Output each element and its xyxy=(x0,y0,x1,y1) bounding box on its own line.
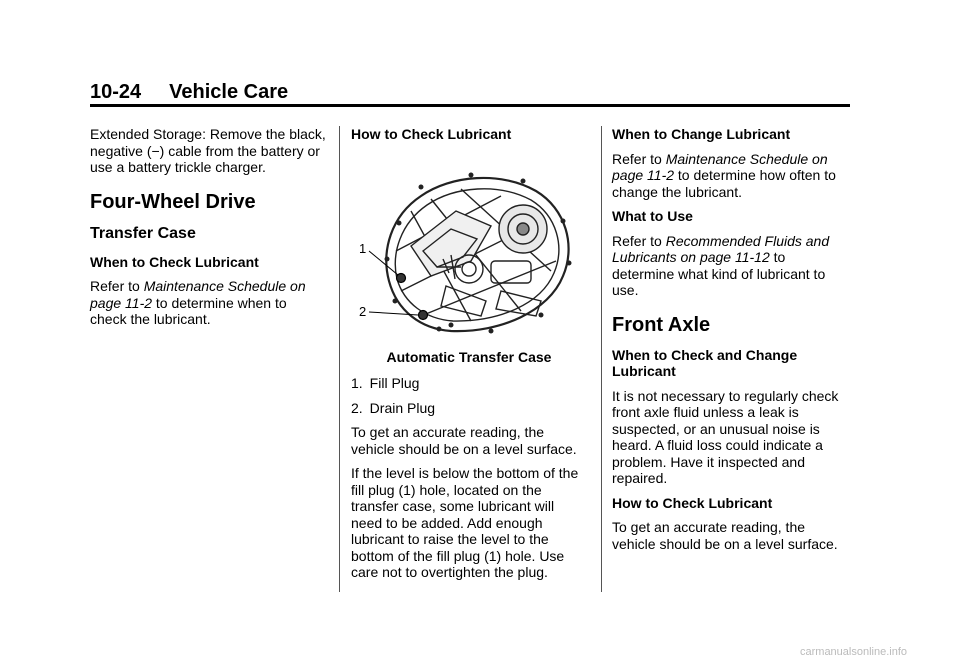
maintenance-schedule-link-2[interactable]: Maintenance Schedule on page 11-2 xyxy=(612,150,828,183)
axle-check-change-heading: When to Check and Change Lubricant xyxy=(612,346,798,379)
column-divider-2 xyxy=(601,126,602,592)
section-title-front-axle: Front Axle xyxy=(612,313,711,336)
column-3 xyxy=(612,126,850,560)
fill-level-text: If the level is below the bottom of the fill plug (1) hole, located on the transfer case, some lubricant will need to be added. Add enough lubricant to raise the level to the bottom of the fill plug (1) hole. Use care not to overtighten the plug. xyxy=(351,465,579,580)
recommended-fluids-link[interactable]: Recommended Fluids and Lubricants on page 11-12 xyxy=(612,232,830,265)
extended-storage-text: Extended Storage: Remove the black, negative (−) cable from the battery or use a battery trickle charger. xyxy=(90,126,326,175)
watermark: carmanualsonline.info xyxy=(800,646,908,658)
when-to-check-heading: When to Check Lubricant xyxy=(90,253,259,270)
axle-fluid-text: It is not necessary to regularly check front axle fluid unless a leak is suspected, or an unusual noise is heard. A fluid loss could indicate a problem. Have it inspected and repaired. xyxy=(612,387,839,486)
when-to-check-text: Refer to Maintenance Schedule on page 11-2 to determine when to check the lubricant. xyxy=(90,278,306,327)
page-number: 10-24 xyxy=(90,81,142,103)
transfer-case-figure xyxy=(351,151,587,341)
column-1 xyxy=(90,126,326,336)
page-header xyxy=(90,80,288,104)
when-to-change-heading: When to Change Lubricant xyxy=(612,126,791,142)
what-to-use-text: Refer to Recommended Fluids and Lubricants on page 11-12 to determine what kind of lubricant to use. xyxy=(612,232,830,298)
list-item-fill-plug: 1. Fill Plug xyxy=(351,375,420,391)
transfer-case-illustration xyxy=(351,151,587,341)
header-rule xyxy=(90,104,850,107)
list-item-drain-plug: 2. Drain Plug xyxy=(351,399,436,416)
what-to-use-heading: What to Use xyxy=(612,208,693,224)
when-to-change-text: Refer to Maintenance Schedule on page 11-2 to determine how often to change the lubricant. xyxy=(612,150,836,200)
chapter-title: Vehicle Care xyxy=(169,81,289,103)
subsection-title-transfer-case: Transfer Case xyxy=(90,224,196,242)
callout-2: 2 xyxy=(359,303,367,319)
column-divider-1 xyxy=(339,126,340,592)
accurate-reading-text: To get an accurate reading, the vehicle should be on a level surface. xyxy=(351,424,577,457)
column-2 xyxy=(351,126,587,589)
figure-caption: Automatic Transfer Case xyxy=(386,348,552,365)
callout-1: 1 xyxy=(359,240,367,256)
maintenance-schedule-link[interactable]: Maintenance Schedule on page 11-2 xyxy=(90,278,306,311)
axle-how-to-check-heading: How to Check Lubricant xyxy=(612,494,773,511)
axle-accurate-reading-text: To get an accurate reading, the vehicle should be on a level surface. xyxy=(612,519,838,552)
how-to-check-heading: How to Check Lubricant xyxy=(351,126,512,142)
section-title-four-wheel-drive: Four-Wheel Drive xyxy=(90,190,256,213)
